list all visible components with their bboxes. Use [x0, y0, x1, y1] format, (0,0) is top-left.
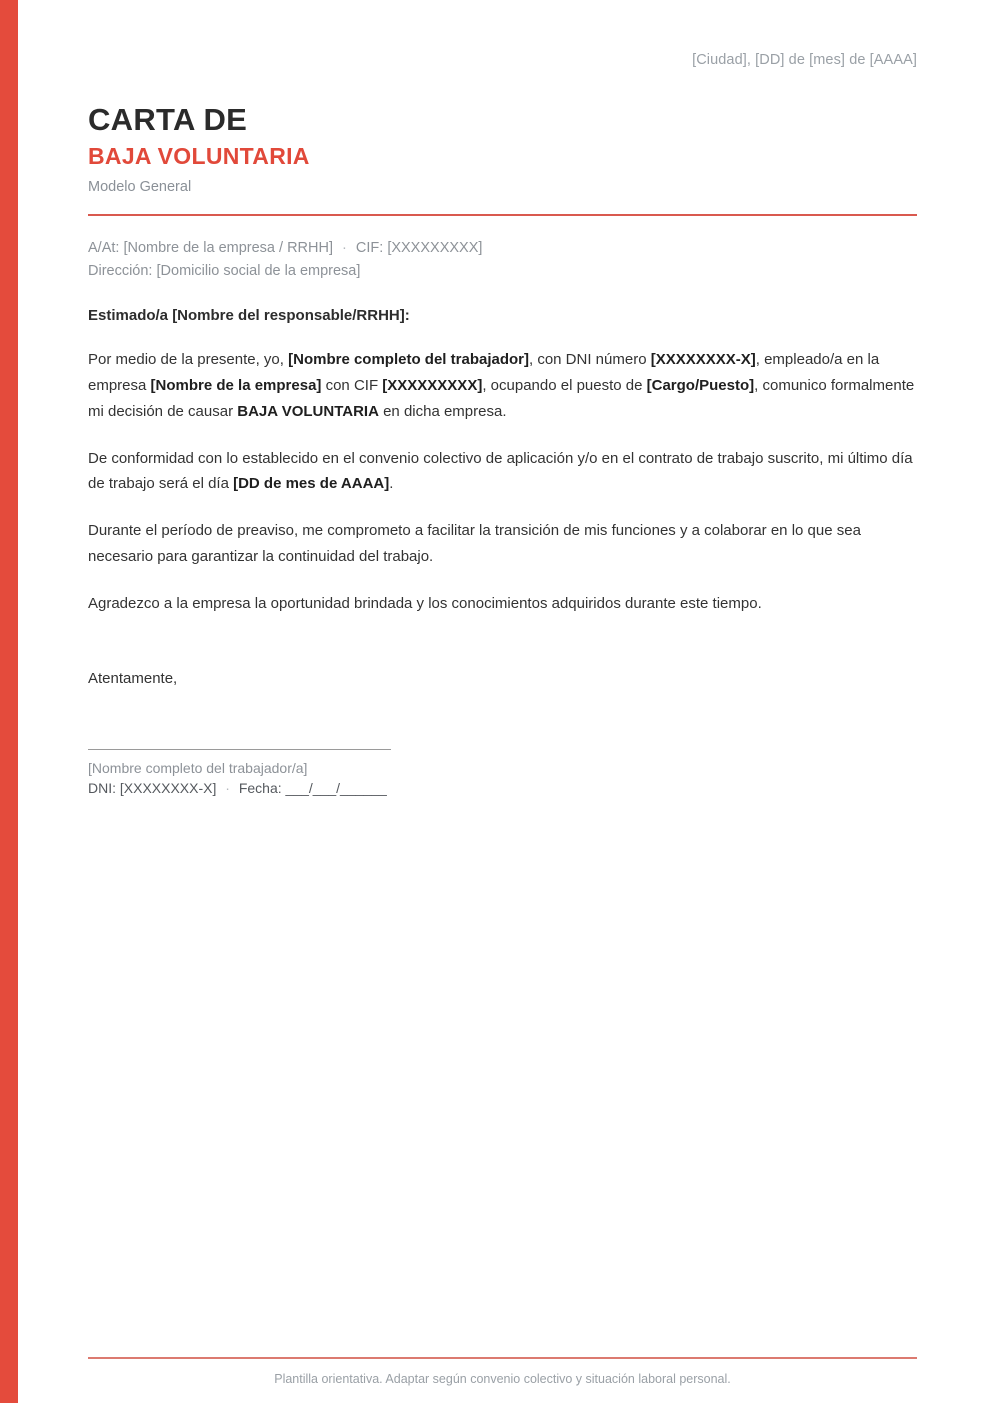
document-footer — [88, 1357, 917, 1387]
footer-divider — [88, 1357, 917, 1359]
left-accent-bar — [0, 0, 18, 1403]
signature-line — [88, 749, 391, 750]
page-subtitle: BAJA VOLUNTARIA — [88, 143, 310, 170]
recipient-address-line — [88, 260, 917, 282]
signature-dni-label: DNI: — [88, 780, 116, 797]
recipient-attn-line — [88, 237, 917, 259]
p1-company-cif: [XXXXXXXXX] — [382, 376, 483, 394]
signature-date-blanks: ___/___/______ — [285, 780, 387, 797]
signature-block — [88, 749, 917, 799]
p1-text-7: en dicha empresa. — [378, 402, 507, 420]
p2-text-2: . — [389, 475, 394, 493]
p1-text-5: , ocupando el puesto de — [482, 376, 647, 394]
recipient-separator: · — [342, 240, 347, 257]
p1-resignation-term: BAJA VOLUNTARIA — [237, 402, 379, 420]
header-divider — [88, 214, 917, 216]
signature-separator: · — [225, 780, 230, 797]
footer-note: Plantilla orientativa. Adaptar según convenio colectivo y situación laboral personal. — [274, 1371, 731, 1386]
p2-text-1: De conformidad con lo establecido en el convenio colectivo de aplicación y/o en el contrato de trabajo suscrito, mi último día de trabajo será el día — [88, 449, 913, 493]
attn-value: [Nombre de la empresa / RRHH] — [123, 240, 333, 257]
p1-text-6: , comunico formalmente mi decisión de causar — [88, 376, 915, 420]
p1-worker-name: [Nombre completo del trabajador] — [288, 351, 529, 369]
p1-text-3: , empleado/a en la empresa — [88, 351, 880, 394]
body-paragraph-4: Agradezco a la empresa la oportunidad brindada y los conocimientos adquiridos durante este tiempo. — [88, 594, 762, 612]
page-title: CARTA DE — [88, 102, 248, 138]
signature-date-label: Fecha: — [238, 780, 282, 797]
signature-dni-value: [XXXXXXXX-X] — [119, 780, 217, 797]
title-block — [88, 69, 917, 196]
address-label: Dirección: — [88, 262, 153, 279]
p1-text-1: Por medio de la presente, yo, — [88, 351, 289, 369]
attn-label: A/At: — [88, 240, 120, 257]
closing-line: Atentamente, — [88, 670, 178, 688]
p1-company-name: [Nombre de la empresa] — [150, 376, 322, 394]
p1-text-4: con CIF — [321, 376, 383, 394]
document-date: [Ciudad], [DD] de [mes] de [AAAA] — [692, 52, 917, 68]
signature-dni-line — [88, 778, 917, 798]
salutation: Estimado/a [Nombre del responsable/RRHH]: — [88, 307, 410, 325]
p1-text-2: , con DNI número — [529, 351, 651, 369]
cif-label: CIF: — [355, 240, 384, 257]
cif-value: [XXXXXXXXX] — [387, 240, 483, 257]
address-value: [Domicilio social de la empresa] — [156, 262, 361, 279]
p2-last-working-day: [DD de mes de AAAA] — [233, 475, 390, 493]
recipient-block — [88, 237, 917, 282]
document-content — [88, 0, 917, 799]
body-paragraph-2 — [88, 446, 917, 498]
signature-name-placeholder: [Nombre completo del trabajador/a] — [88, 759, 308, 776]
body-paragraph-1 — [88, 347, 917, 424]
body-paragraph-3: Durante el período de preaviso, me comprometo a facilitar la transición de mis funciones y a colaborar en lo que sea necesario para garantizar la continuidad del trabajo. — [88, 522, 861, 565]
p1-worker-dni: [XXXXXXXX-X] — [650, 351, 756, 369]
p1-job-position: [Cargo/Puesto] — [646, 376, 755, 394]
template-kicker: Modelo General — [88, 178, 192, 195]
